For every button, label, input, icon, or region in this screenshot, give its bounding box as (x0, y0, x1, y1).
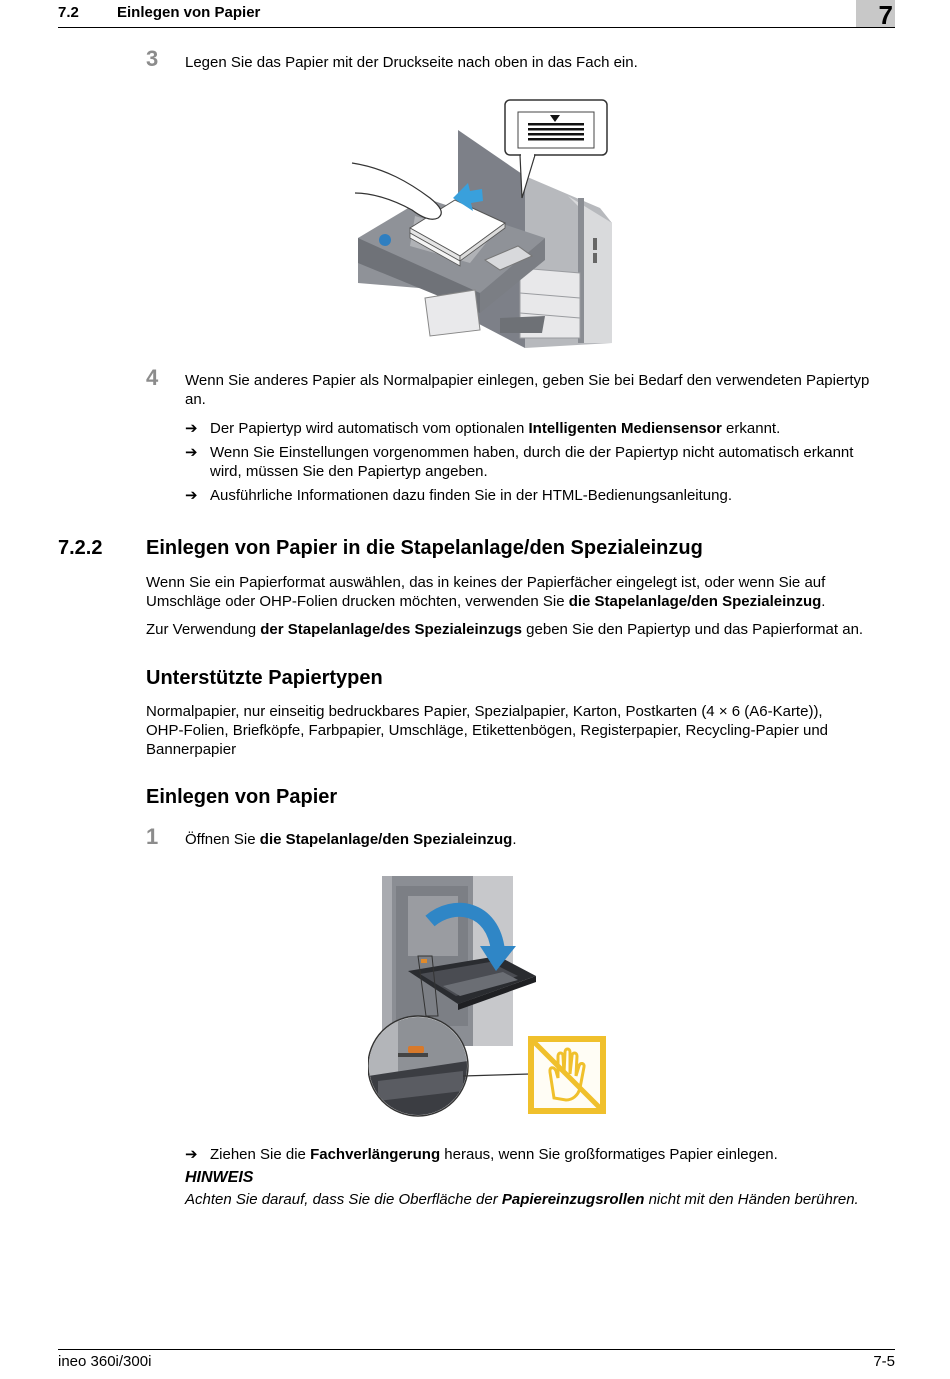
step-4-number: 4 (146, 365, 159, 390)
paper-tray-illustration (350, 98, 615, 348)
arrow-icon: ➔ (185, 1146, 198, 1163)
arrow-icon: ➔ (185, 444, 198, 461)
section-number: 7.2.2 (58, 537, 103, 559)
step-3-text: Legen Sie das Papier mit der Druckseite nach oben in das Fach ein. (185, 54, 638, 71)
section-para1-line2: Umschläge oder OHP-Folien drucken möchten, verwenden Sie die Stapelanlage/den Spezialeinzug. (146, 593, 826, 610)
section-title: Einlegen von Papier in die Stapelanlage/den Spezialeinzug (146, 537, 703, 559)
paper-types-heading: Unterstützte Papiertypen (146, 667, 383, 689)
footer-page-number: 7-5 (873, 1353, 895, 1370)
header-section-number: 7.2 (58, 4, 79, 21)
loading-step-1-number: 1 (146, 824, 159, 849)
section-para1-line1: Wenn Sie ein Papierformat auswählen, das in keines der Papierfächer eingelegt ist, oder wenn Sie auf (146, 574, 826, 591)
footer-rule (58, 1349, 895, 1350)
loading-step-1-text: Öffnen Sie die Stapelanlage/den Spezialeinzug. (185, 831, 517, 848)
step-3-number: 3 (146, 46, 159, 71)
step-4-bullet-2: ➔ Wenn Sie Einstellungen vorgenommen haben, durch die der Papiertyp nicht automatisch erkannt wird, müssen Sie den Papiertyp angeben. (185, 444, 854, 480)
step-4-bullet-1: ➔ Der Papiertyp wird automatisch vom optionalen Intelligenten Mediensensor erkannt. (185, 420, 781, 437)
loading-heading: Einlegen von Papier (146, 786, 338, 808)
note-heading: HINWEIS (185, 1169, 254, 1186)
arrow-icon: ➔ (185, 487, 198, 504)
paper-types-line1: Normalpapier, nur einseitig bedruckbares Papier, Spezialpapier, Karton, Postkarten (4 × 6 (A6-Karte)), (146, 703, 823, 720)
step-4-text-line2: an. (185, 391, 206, 408)
footer-model: ineo 360i/300i (58, 1353, 152, 1370)
step-4-bullet-3: ➔ Ausführliche Informationen dazu finden Sie in der HTML-Bedienungsanleitung. (185, 487, 732, 504)
header-section-title: Einlegen von Papier (117, 4, 261, 21)
section-para2: Zur Verwendung der Stapelanlage/des Spezialeinzugs geben Sie den Papiertyp und das Papierformat an. (146, 621, 864, 638)
chapter-number: 7 (878, 0, 893, 30)
paper-types-line2: OHP-Folien, Briefköpfe, Farbpapier, Umschläge, Etikettenbögen, Registerpapier, Recycling-Papier und (146, 722, 829, 739)
bypass-tray-illustration (368, 876, 613, 1121)
arrow-icon: ➔ (185, 420, 198, 437)
paper-types-line3: Bannerpapier (146, 741, 237, 758)
note-text: Achten Sie darauf, dass Sie die Oberfläche der Papiereinzugsrollen nicht mit den Händen berühren. (185, 1191, 859, 1208)
header-rule (58, 27, 895, 28)
step-4-text-line1: Wenn Sie anderes Papier als Normalpapier einlegen, geben Sie bei Bedarf den verwendeten Papiertyp (185, 372, 870, 389)
loading-bullet: ➔ Ziehen Sie die Fachverlängerung heraus, wenn Sie großformatiges Papier einlegen. (185, 1146, 778, 1163)
